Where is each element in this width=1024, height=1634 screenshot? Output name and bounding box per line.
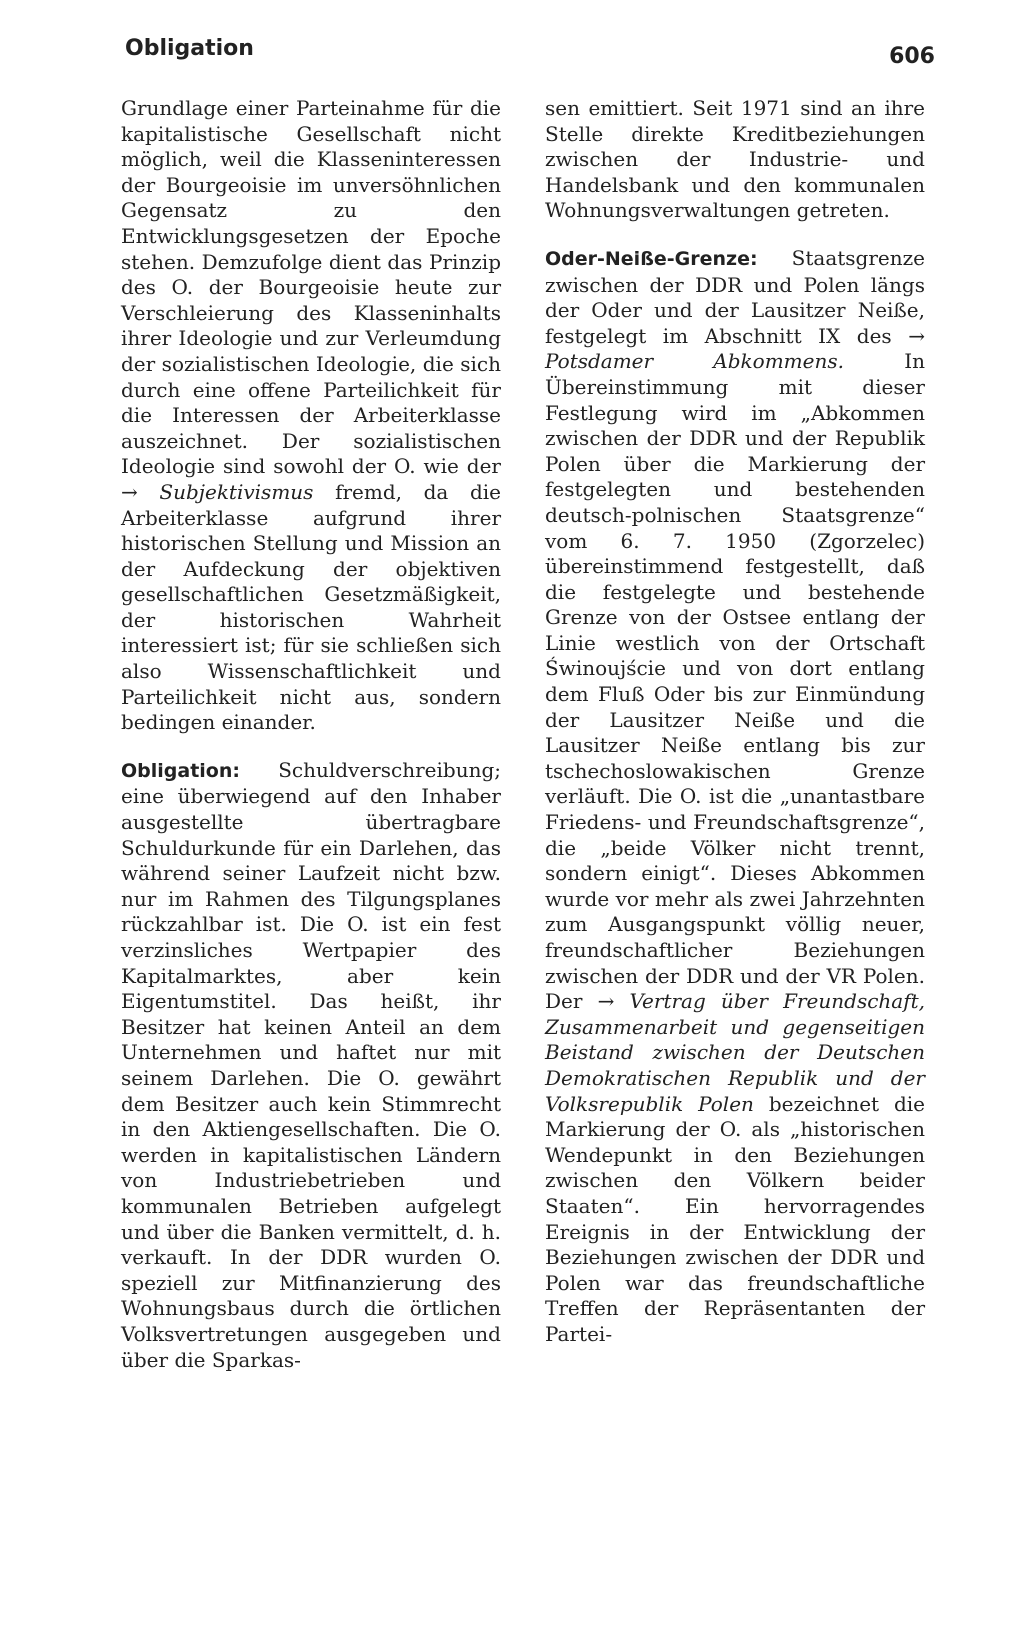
entry-lemma: Oder-Neiße-Grenze:	[545, 247, 758, 270]
entry-text: bezeichnet die Markierung der O. als „historischen Wendepunkt in den Beziehungen zwischen den Völkern beider Staaten“. Ein hervorragendes Ereignis in der Entwicklung der Beziehungen zwischen der DDR und Polen war das freundschaftliche Treffen der Repräsentanten der Partei-	[545, 1091, 926, 1346]
left-column	[121, 96, 501, 1395]
running-head: Obligation	[125, 36, 254, 61]
entry-oder-neisse-grenze	[545, 246, 925, 1348]
entry-text: Staatsgrenze zwischen der DDR und Polen längs der Oder und der Lausitzer Neiße, festgelegt im Abschnitt IX des	[545, 245, 925, 348]
paragraph-continuation	[545, 96, 925, 224]
page-header	[125, 36, 935, 76]
cross-reference-arrow-icon: →	[908, 323, 925, 348]
entry-text: Schuldverschreibung; eine überwiegend auf den Inhaber ausgestellte übertragbare Schuldurkunde für ein Darlehen, das während seiner Laufzeit nicht bzw. nur im Rahmen des Tilgungsplanes rückzahlbar ist. Die O. ist ein fest verzinsliches Wertpapier des Kapitalmarktes, aber kein Eigentumstitel. Das heißt, ihr Besitzer hat keinen Anteil an dem Unternehmen und haftet nur mit seinem Darlehen. Die O. gewährt dem Besitzer auch kein Stimmrecht in den Aktiengesellschaften. Die O. werden in kapitalistischen Ländern von Industriebetrieben und kommunalen Betrieben aufgelegt und über die Banken vermittelt, d. h. verkauft. In der DDR wurden O. speziell zur Mitfinanzierung des Wohnungsbaus durch die örtlichen Volksvertretungen ausgegeben und über die Sparkas-	[121, 757, 501, 1372]
page-number: 606	[889, 44, 935, 69]
cross-reference-link[interactable]: Subjektivismus	[159, 479, 314, 504]
cross-reference-link[interactable]: Vertrag über Freundschaft, Zusammenarbeit und gegenseitigen Beistand zwischen der Deutschen Demokratischen Republik und der Volksrepublik Polen	[545, 989, 926, 1116]
cross-reference-arrow-icon: →	[597, 989, 615, 1014]
entry-lemma: Obligation:	[121, 759, 240, 782]
body-text: Grundlage einer Parteinahme für die kapitalistische Gesellschaft nicht möglich, weil die Klasseninteressen der Bourgeoisie im unversöhnlichen Gegensatz zu den Entwicklungsgesetzen der Epoche stehen. Demzufolge dient das Prinzip des O. der Bourgeoisie heute zur Verschleierung des Klasseninhalts ihrer Ideologie und zur Verleumdung der sozialistischen Ideologie, die sich durch eine offene Parteilichkeit für die Interessen der Arbeiterklasse auszeichnet. Der sozialistischen Ideologie sind sowohl der O. wie der	[121, 96, 501, 479]
paragraph-continuation	[121, 96, 501, 736]
right-column	[545, 96, 925, 1370]
entry-obligation	[121, 758, 501, 1373]
cross-reference-arrow-icon: →	[121, 479, 138, 504]
body-text: sen emittiert. Seit 1971 sind an ihre Stelle direkte Kreditbeziehungen zwischen der Industrie- und Handelsbank und den kommunalen Wohnungsverwaltungen getreten.	[545, 96, 925, 223]
body-text: fremd, da die Arbeiterklasse aufgrund ihrer historischen Stellung und Mission an der Aufdeckung der objektiven gesellschaftlichen Gesetzmäßigkeit, der historischen Wahrheit interessiert ist; für sie schließen sich also Wissenschaftlichkeit und Parteilichkeit nicht aus, sondern bedingen einander.	[121, 479, 501, 735]
entry-text: In Übereinstimmung mit dieser Festlegung wird im „Abkommen zwischen der DDR und der Republik Polen über die Markierung der festgelegten und bestehenden deutsch-polnischen Staatsgrenze“ vom 6. 7. 1950 (Zgorzelec) übereinstimmend festgestellt, daß die festgelegte und bestehende Grenze von der Ostsee entlang der Linie westlich von der Ortschaft Świnoujście und von dort entlang dem Fluß Oder bis zur Einmündung der Lausitzer Neiße und die Lausitzer Neiße entlang bis zur tschechoslowakischen Grenze verläuft. Die O. ist die „unantastbare Friedens- und Freundschaftsgrenze“, die „beide Völker nicht trennt, sondern einigt“. Dieses Abkommen wurde vor mehr als zwei Jahrzehnten zum Ausgangspunkt völlig neuer, freundschaftlicher Beziehungen zwischen der DDR und der VR Polen. Der	[545, 349, 925, 1014]
cross-reference-link[interactable]: Potsdamer Abkommens.	[545, 349, 844, 374]
